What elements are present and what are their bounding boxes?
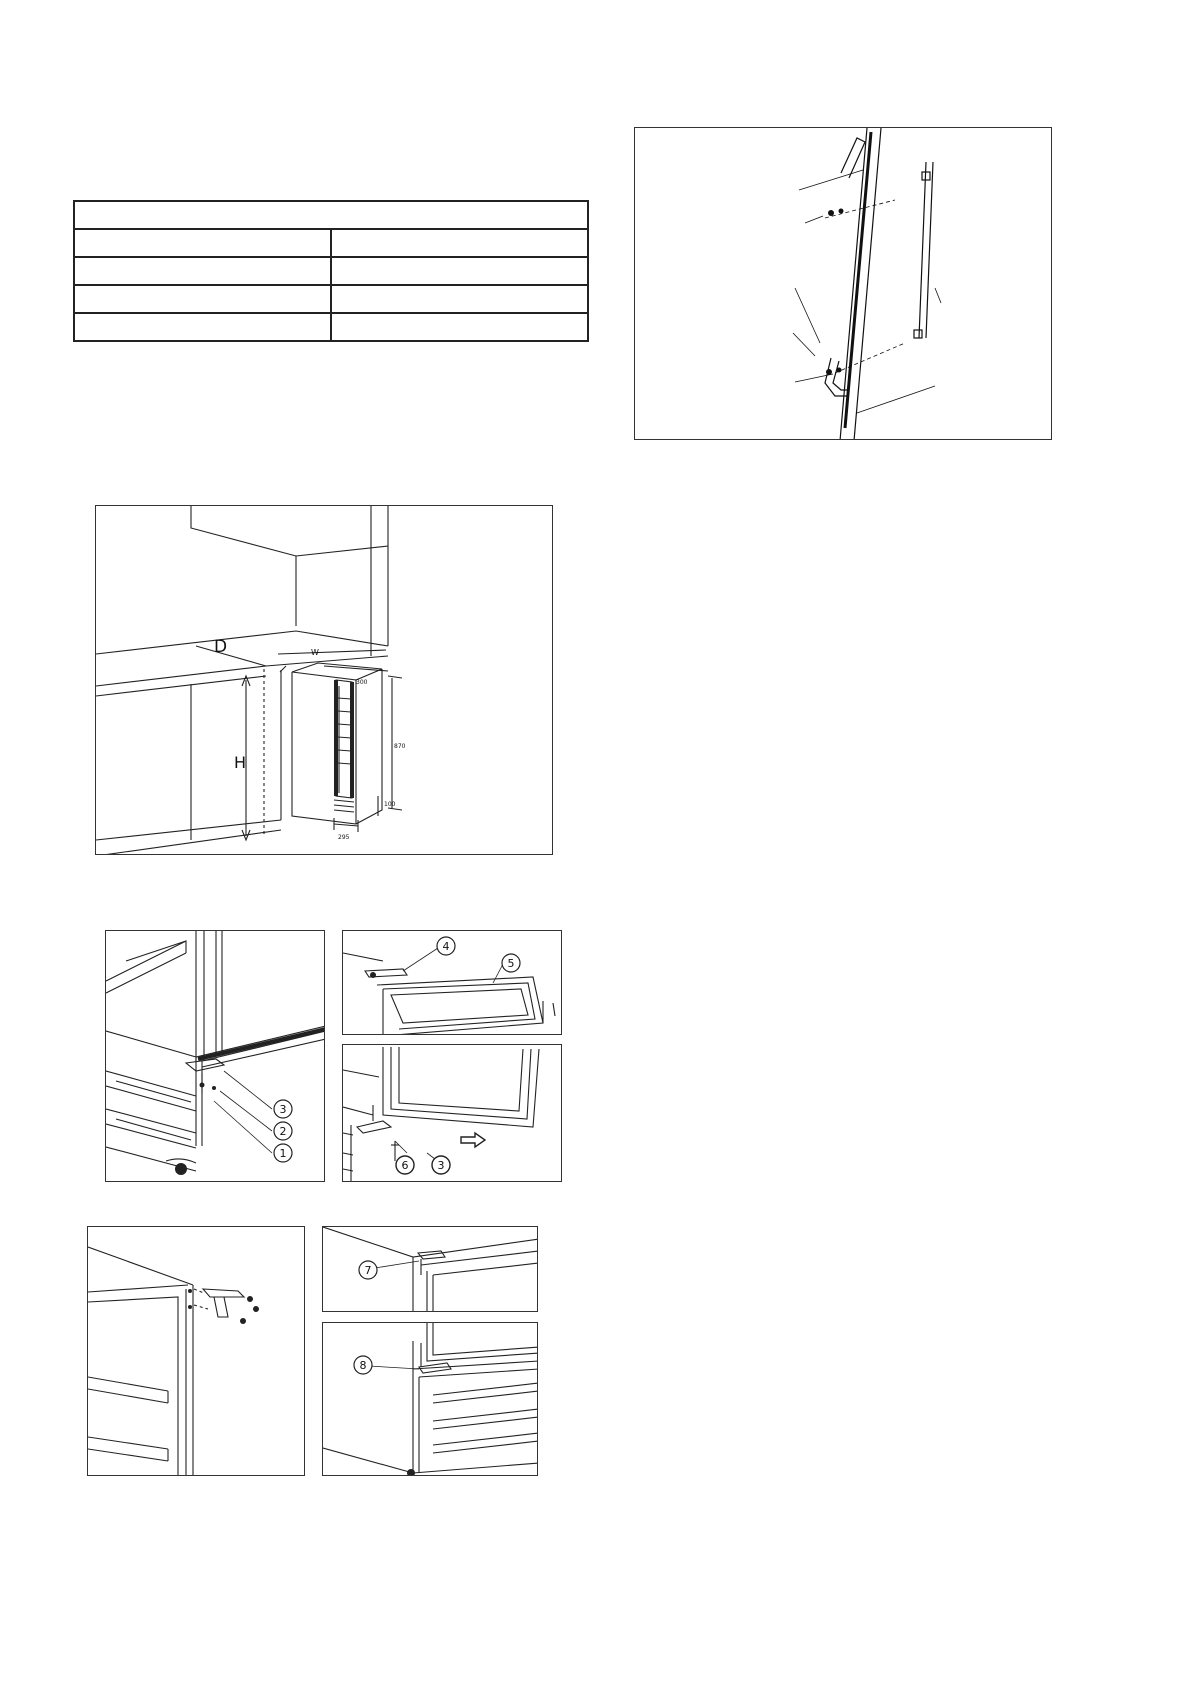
hinge-reinstall-top-figure [322,1226,538,1312]
callout-label: 4 [442,940,450,953]
label-w: W [311,648,319,657]
dimensions-table [73,200,589,342]
table-header-row [74,201,588,229]
hinge-removal-figure [105,930,325,1182]
callout-label: 7 [364,1264,372,1277]
table-cell [74,313,331,341]
installation-dimensions-figure [95,505,553,855]
table-cell [74,285,331,313]
hinge-bottom-figure [342,1044,562,1182]
table-row [74,285,588,313]
table-row [74,313,588,341]
table-row [74,257,588,285]
dim-base: 100 [384,801,396,808]
kitchen-diagram [96,506,553,855]
callout-label: 3 [279,1103,287,1116]
table-cell [74,201,588,229]
hinge-reinstall-diagram [88,1227,305,1476]
handle-diagram [635,128,1052,440]
table-cell [74,229,331,257]
hinge-top-figure [342,930,562,1035]
table-cell [331,285,588,313]
callout-label: 5 [507,957,515,970]
callout-label: 8 [359,1359,367,1372]
callout-label: 3 [437,1159,445,1172]
callout-label: 2 [279,1125,287,1138]
hinge-removal-diagram [106,931,325,1182]
dim-width-top: 300 [356,679,368,686]
label-d: D [214,637,228,657]
label-h: H [234,753,247,772]
dim-width-bottom: 295 [338,834,350,841]
table-row [74,229,588,257]
table-cell [331,313,588,341]
callout-label: 1 [279,1147,287,1160]
hinge-top-diagram [343,931,562,1035]
table-cell [331,229,588,257]
table-cell [331,257,588,285]
hinge-reinstall-top-diagram [323,1227,538,1312]
hinge-reinstall-figure [87,1226,305,1476]
hinge-reinstall-bottom-diagram [323,1323,538,1476]
handle-installation-figure [634,127,1052,440]
hinge-reinstall-bottom-figure [322,1322,538,1476]
hinge-bottom-diagram [343,1045,562,1182]
callout-label: 6 [401,1159,409,1172]
table-cell [74,257,331,285]
dim-height: 870 [394,743,406,750]
